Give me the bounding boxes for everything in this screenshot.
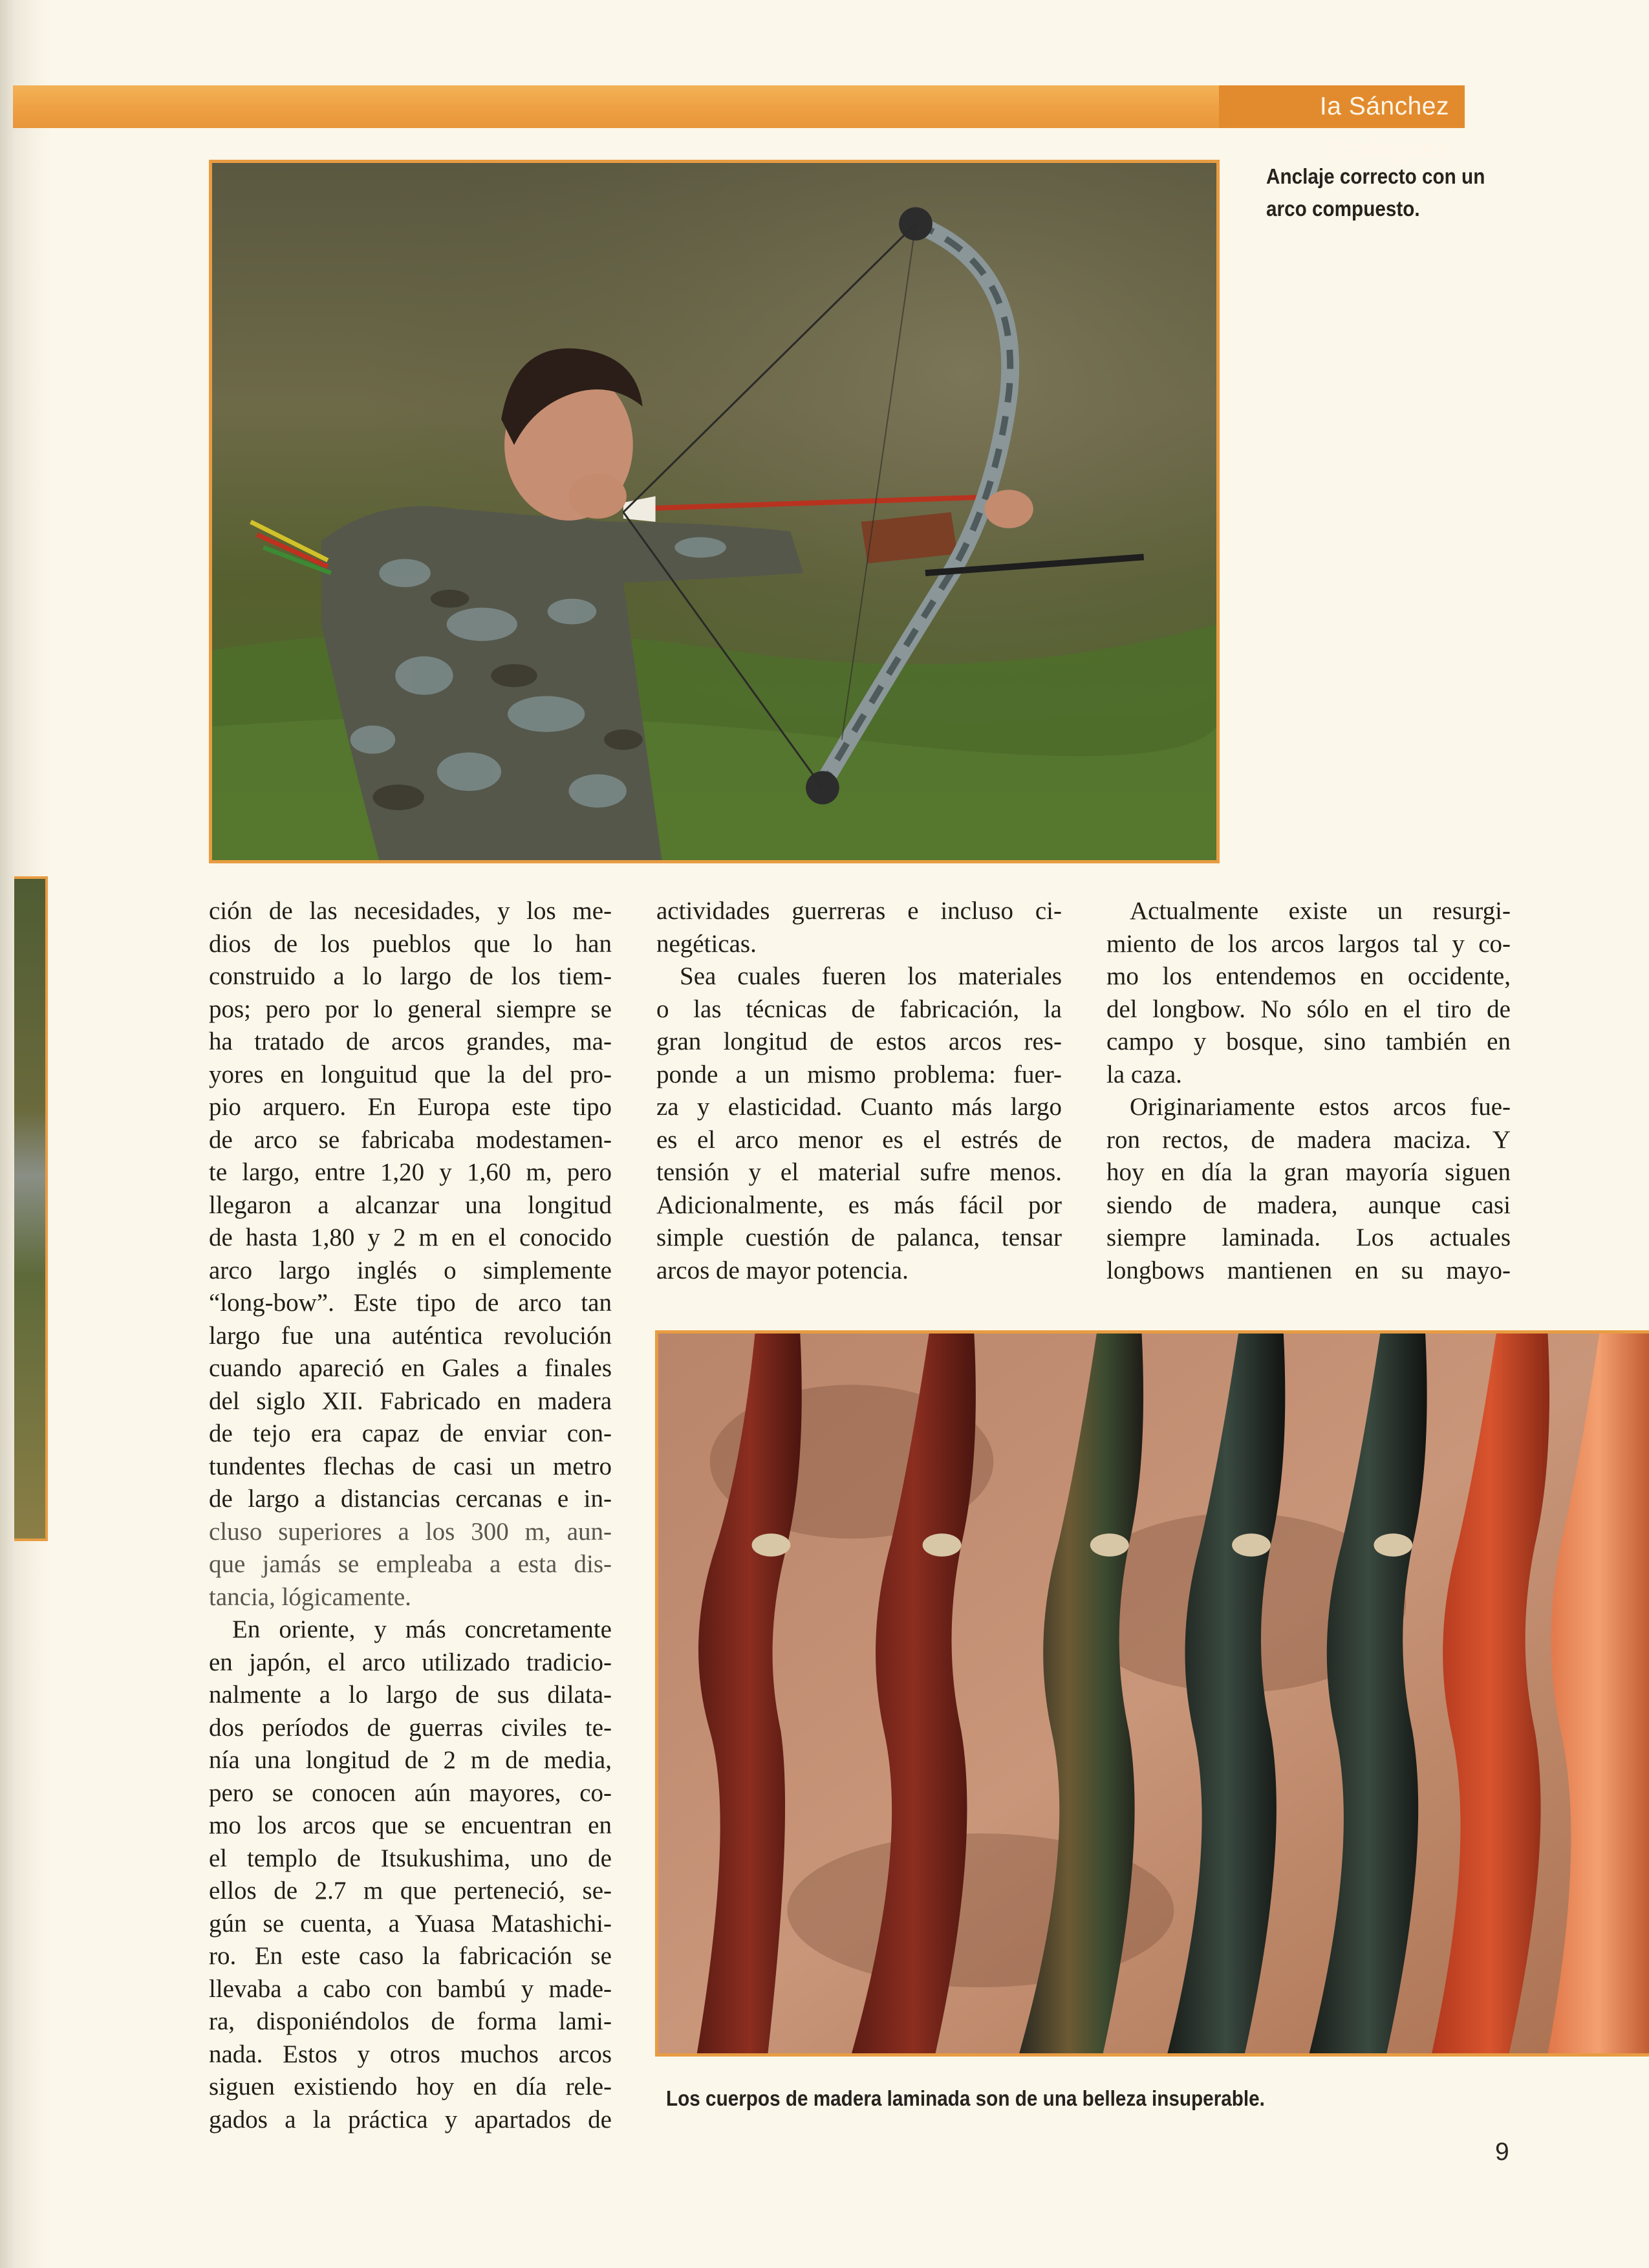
text-line: ron rectos, de madera maciza. Y [1106,1125,1511,1154]
text-line: ha tratado de arcos grandes, ma- [209,1028,612,1055]
text-line: ción de las necesidades, y los me- [209,897,612,925]
text-line: miento de los arcos largos tal y co- [1106,929,1511,958]
facing-page-photo-edge [14,876,48,1541]
text-line: hoy en día la gran mayoría siguen [1106,1158,1511,1186]
header-author: Ia Sánchez Rodriguez [1219,85,1465,128]
text-line: negéticas. [656,929,757,958]
paragraph [209,1614,612,2136]
text-line: te largo, entre 1,20 y 1,60 m, pero [209,1158,612,1186]
text-line: pero se conocen aún mayores, co- [209,1778,612,1807]
text-line: gados a la práctica y apartados de [209,2105,612,2133]
article-column-2 [656,895,1062,1287]
text-line: largo fue una auténtica revolución [209,1321,612,1350]
text-line: construido a lo largo de los tiem- [209,962,612,990]
archer-photo-caption [1266,160,1499,225]
text-line: siguen existiendo hoy en día rele- [209,2073,612,2101]
paragraph [209,895,612,1614]
text-line: longbows mantienen en su mayo- [1106,1256,1511,1284]
text-line: yores en longuitud que la del pro- [209,1060,612,1088]
text-line: dos períodos de guerras civiles te- [209,1713,612,1742]
text-line: gran longitud de estos arcos res- [656,1028,1062,1055]
text-line: Actualmente existe un resurgi- [1130,897,1511,925]
text-line: cluso superiores a los 300 m, aun- [209,1517,612,1546]
text-line: siendo de madera, aunque casi [1106,1191,1511,1219]
text-line: ra, disponiéndolos de forma lami- [209,2007,612,2035]
text-line: cuando apareció en Gales a finales [209,1354,612,1382]
text-line: gún se cuenta, a Yuasa Matashichi- [209,1909,612,1938]
text-line: que jamás se empleaba a esta dis- [209,1550,612,1578]
text-line: Sea cuales fueren los materiales [680,962,1062,990]
article-column-1 [209,895,612,2136]
text-line: nada. Estos y otros muchos arcos [209,2040,612,2068]
text-line: de largo a distancias cercanas e in- [209,1485,612,1513]
text-line: nalmente a lo largo de sus dilata- [209,1681,612,1709]
caption-line: Anclaje correcto con un [1266,164,1485,188]
text-line: el templo de Itsukushima, uno de [209,1844,612,1872]
text-line: ellos de 2.7 m que perteneció, se- [209,1877,612,1905]
text-line: del longbow. No sólo en el tiro de [1106,995,1511,1023]
text-line: arcos de mayor potencia. [656,1256,909,1284]
text-line: es el arco menor es el estrés de [656,1125,1062,1154]
text-line: campo y bosque, sino también en [1106,1028,1511,1055]
text-line: actividades guerreras e incluso ci- [656,897,1062,925]
text-line: de hasta 1,80 y 2 m en el conocido [209,1224,612,1251]
page-number: 9 [1495,2138,1509,2166]
text-line: dios de los pueblos que lo han [209,929,612,958]
text-line: pos; pero por lo general siempre se [209,995,612,1023]
laminated-bows-photo-drawing [658,1334,1649,2053]
text-line: Adicionalmente, es más fácil por [656,1191,1062,1219]
laminated-bows-photo [655,1330,1649,2057]
text-line: “long-bow”. Este tipo de arco tan [209,1289,612,1317]
text-line: nía una longitud de 2 m de media, [209,1746,612,1774]
text-line: ro. En este caso la fabricación se [209,1942,612,1970]
text-line: pio arquero. En Europa este tipo [209,1093,612,1121]
text-line: llegaron a alcanzar una longitud [209,1191,612,1219]
caption-line: arco compuesto. [1266,197,1420,221]
text-line: o las técnicas de fabricación, la [656,995,1062,1023]
laminated-bows-caption: Los cuerpos de madera laminada son de una belleza insuperable. [666,2086,1265,2110]
archer-photo-drawing [212,163,1216,860]
text-line: mo los arcos que se encuentran en [209,1811,612,1839]
paragraph [656,960,1062,1287]
paragraph [1106,895,1511,1091]
text-line: Originariamente estos arcos fue- [1130,1093,1511,1121]
text-line: siempre laminada. Los actuales [1106,1224,1511,1251]
header-band [13,85,1465,163]
text-line: del siglo XII. Fabricado en madera [209,1387,612,1415]
text-line: ponde a un mismo problema: fuer- [656,1060,1062,1088]
text-line: za y elasticidad. Cuanto más largo [656,1093,1062,1121]
text-line: mo los entendemos en occidente, [1106,962,1511,990]
text-line: en japón, el arco utilizado tradicio- [209,1648,612,1676]
paragraph [656,895,1062,960]
text-line: simple cuestión de palanca, tensar [656,1224,1062,1251]
text-line: de arco se fabricaba modestamen- [209,1125,612,1154]
text-line: tensión y el material sufre menos. [656,1158,1062,1186]
text-line: En oriente, y más concretamente [232,1615,612,1643]
article-column-3 [1106,895,1511,1287]
text-line: la caza. [1106,1060,1182,1088]
text-line: llevaba a cabo con bambú y made- [209,1974,612,2003]
paragraph [1106,1091,1511,1287]
text-line: de tejo era capaz de enviar con- [209,1420,612,1447]
text-line: arco largo inglés o simplemente [209,1256,612,1284]
text-line: tundentes flechas de casi un metro [209,1452,612,1480]
archer-photo [209,160,1220,863]
text-line: tancia, lógicamente. [209,1582,411,1611]
